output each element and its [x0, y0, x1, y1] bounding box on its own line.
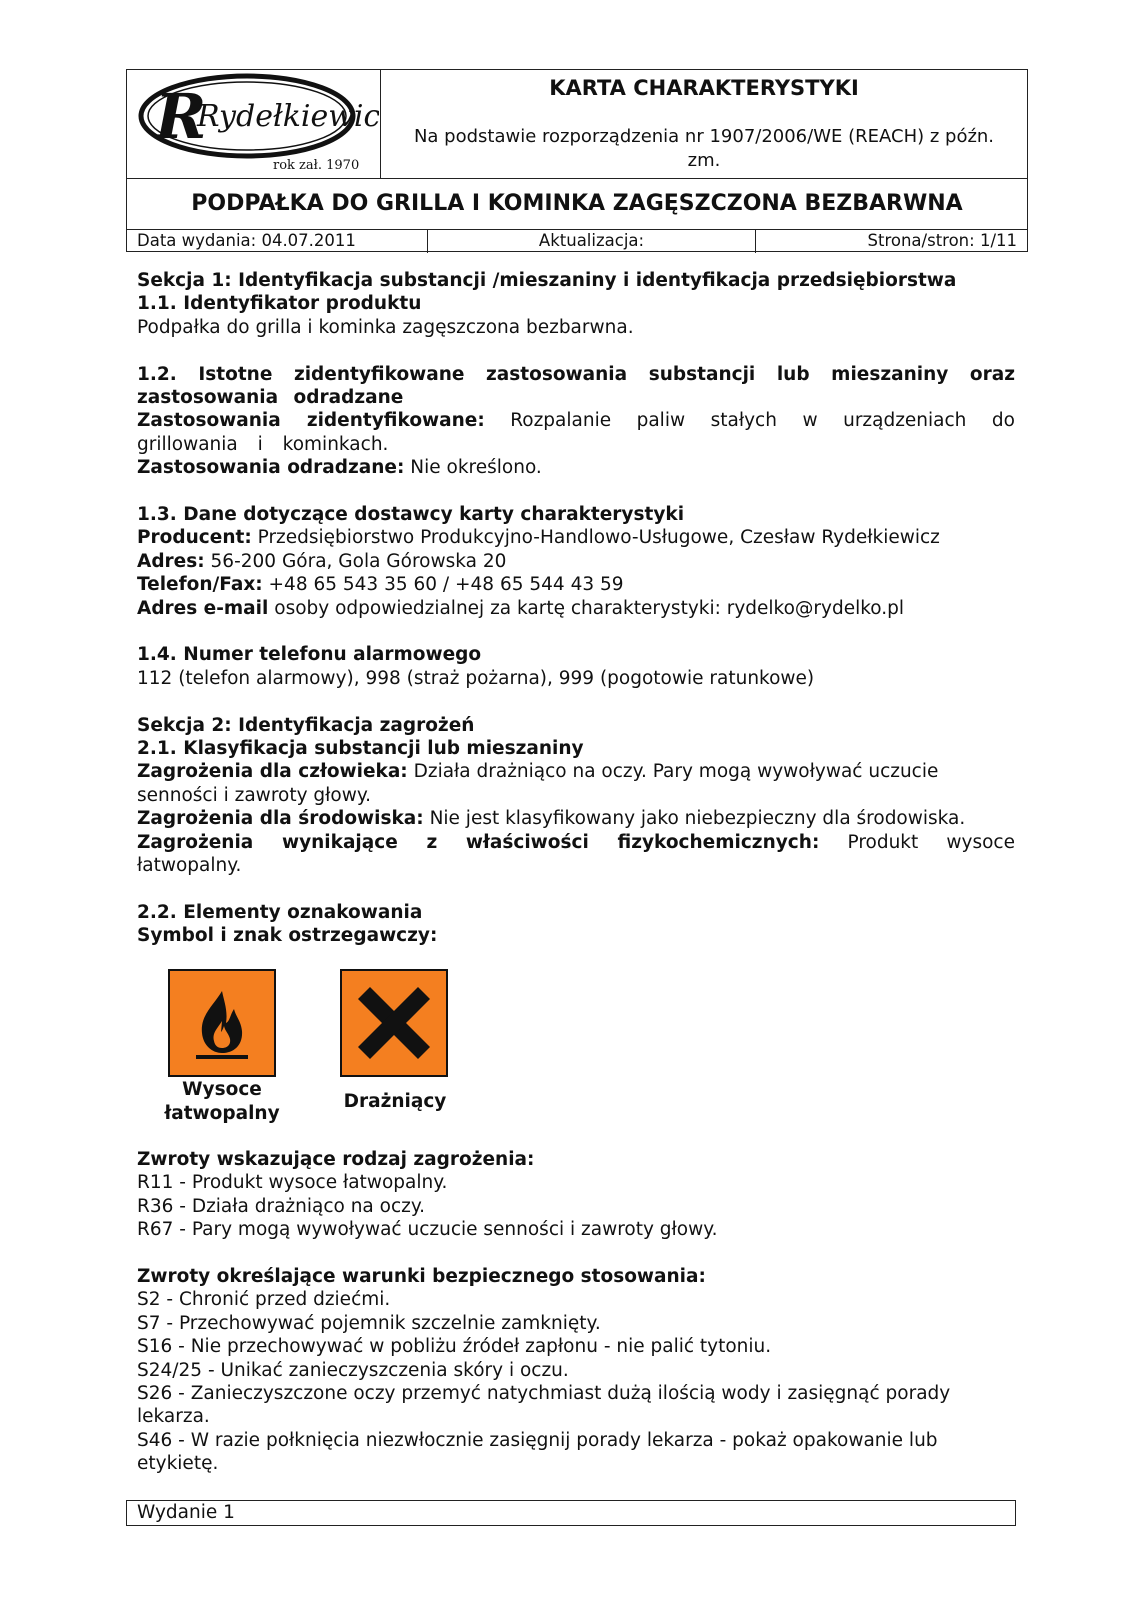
product-title: PODPAŁKA DO GRILLA I KOMINKA ZAGĘSZCZONA BEZBARWNA	[127, 178, 1027, 230]
producer: Producent: Przedsiębiorstwo Produkcyjno-Handlowo-Usługowe, Czesław Rydełkiewicz	[137, 527, 940, 549]
symbols-title: Symbol i znak ostrzegawczy:	[137, 925, 438, 947]
document-header	[126, 69, 1028, 252]
s-phrase: S26 - Zanieczyszczone oczy przemyć natychmiast dużą ilością wody i zasięgnąć porady lekarza.	[137, 1383, 951, 1428]
uses-advised-against: Zastosowania odradzane: Nie określono.	[137, 457, 542, 479]
emergency-numbers: 112 (telefon alarmowy), 998 (straż pożarna), 999 (pogotowie ratunkowe)	[137, 667, 815, 689]
heading-1-3: 1.3. Dane dotyczące dostawcy karty charakterystyki	[137, 504, 685, 526]
s-phrase: S24/25 - Unikać zanieczyszczenia skóry i oczu.	[137, 1359, 569, 1381]
svg-text:R: R	[155, 80, 207, 153]
page-number: Strona/stron: 1/11	[867, 231, 1017, 250]
update-field: Aktualizacja:	[428, 230, 756, 253]
logo-subtext: rok zał. 1970	[273, 158, 360, 173]
r-phrase: R67 - Pary mogą wywoływać uczucie senności i zawroty głowy.	[137, 1219, 718, 1241]
logo-wordmark: Rydełkiewicz	[197, 99, 379, 134]
r-phrase: R36 - Działa drażniąco na oczy.	[137, 1195, 426, 1217]
section-1	[137, 269, 1015, 948]
heading-1-2: 1.2. Istotne zidentyfikowane zastosowania substancji lub mieszaniny oraz zastosowania odradzane	[137, 363, 1015, 409]
header-meta-row	[127, 230, 1027, 253]
footer-edition: Wydanie 1	[126, 1500, 1016, 1526]
r-phrase: R11 - Produkt wysoce łatwopalny.	[137, 1172, 448, 1194]
s-phrase: S46 - W razie połknięcia niezwłocznie zasięgnij porady lekarza - pokaż opakowanie lub etykietę.	[137, 1429, 938, 1475]
address: Adres: 56-200 Góra, Gola Górowska 20	[137, 550, 507, 572]
flame-icon	[170, 971, 274, 1075]
company-logo	[127, 70, 381, 178]
email: Adres e-mail osoby odpowiedzialnej za kartę charakterystyki: rydelko@rydelko.pl	[137, 597, 905, 619]
physchem-hazards: Zagrożenia wynikające z właściwości fizykochemicznych: Produkt wysoce łatwopalny.	[137, 831, 1015, 877]
irritant-label: Drażniący	[343, 1091, 447, 1112]
document-title: KARTA CHARAKTERYSTYKI	[549, 76, 859, 100]
phone-fax: Telefon/Fax: +48 65 543 35 60 / +48 65 544 43 59	[137, 574, 624, 596]
s-phrase: S2 - Chronić przed dziećmi.	[137, 1289, 391, 1311]
irritant-symbol	[340, 969, 448, 1077]
environmental-hazards: Zagrożenia dla środowiska: Nie jest klasyfikowany jako niebezpieczny dla środowiska.	[137, 808, 966, 830]
phrases-block	[137, 1148, 1015, 1476]
flammable-symbol	[168, 969, 276, 1077]
s-phrase: S7 - Przechowywać pojemnik szczelnie zamknięty.	[137, 1312, 601, 1334]
flammable-label: Wysoce łatwopalny	[164, 1079, 280, 1124]
human-hazards: Zagrożenia dla człowieka: Działa drażniąco na oczy. Pary mogą wywoływać uczucie senności i zawroty głowy.	[137, 761, 939, 806]
section-2-title: Sekcja 2: Identyfikacja zagrożeń	[137, 714, 475, 736]
product-identifier: Podpałka do grilla i kominka zagęszczona bezbarwna.	[137, 316, 634, 338]
r-phrases-title: Zwroty wskazujące rodzaj zagrożenia:	[137, 1149, 535, 1170]
identified-uses: Zastosowania zidentyfikowane: Rozpalanie paliw stałych w urządzeniach do grillowania i kominkach.	[137, 410, 1015, 455]
regulation-note: Na podstawie rozporządzenia nr 1907/2006/WE (REACH) z późn. zm.	[413, 126, 995, 171]
s-phrases-title: Zwroty określające warunki bezpiecznego stosowania:	[137, 1266, 706, 1288]
issue-date: Data wydania: 04.07.2011	[127, 230, 428, 253]
heading-2-2: 2.2. Elementy oznakowania	[137, 901, 423, 923]
heading-1-4: 1.4. Numer telefonu alarmowego	[137, 644, 482, 666]
heading-1-1: 1.1. Identyfikator produktu	[137, 293, 422, 315]
x-cross-icon	[342, 971, 446, 1075]
s-phrase: S16 - Nie przechowywać w pobliżu źródeł zapłonu - nie palić tytoniu.	[137, 1336, 772, 1358]
section-1-title: Sekcja 1: Identyfikacja substancji /mieszaniny i identyfikacja przedsiębiorstwa	[137, 270, 957, 291]
heading-2-1: 2.1. Klasyfikacja substancji lub mieszaniny	[137, 738, 584, 760]
